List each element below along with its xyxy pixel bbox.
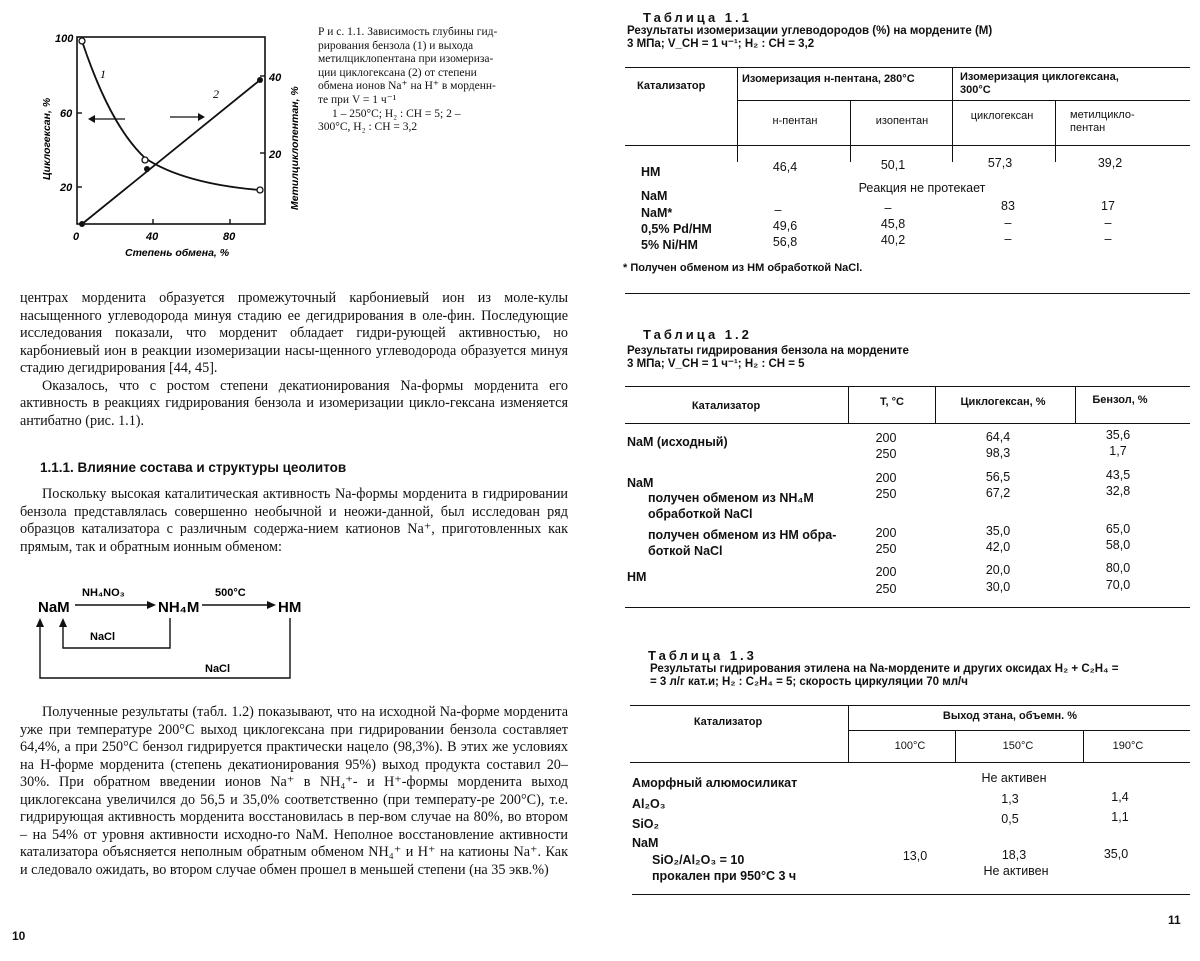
t2-benzene: 43,5 — [1105, 468, 1131, 482]
t2-cyclohexane: 98,3 — [985, 446, 1011, 460]
reaction-scheme — [30, 580, 320, 685]
t1-row-name: HM — [641, 165, 661, 179]
t2-cyclohexane: 56,5 — [985, 470, 1011, 484]
t2-cyclohexane: 35,0 — [985, 524, 1011, 538]
t1-footnote: * Получен обменом из HM обработкой NaCl. — [623, 262, 863, 274]
subtitle-line: 3 МПа; V_CH = 1 ч⁻¹; H₂ : CH = 5 — [627, 358, 805, 370]
t2-cyclohexane: 30,0 — [985, 580, 1011, 594]
subtitle-line: Результаты гидрирования бензола на мордените — [627, 345, 909, 357]
figure-caption — [318, 26, 568, 135]
t1-col: н-пентан — [772, 115, 818, 127]
t3-row-name: Al₂O₃ — [632, 797, 666, 811]
t2-row-name: HM — [627, 570, 647, 584]
t2-row-name: NaM — [627, 476, 654, 490]
t3-row-name: Аморфный алюмосиликат — [632, 776, 798, 790]
table-1-1-subtitle — [627, 25, 992, 51]
t1-cell: 46,4 — [772, 160, 798, 174]
y-left-tick: 100 — [55, 33, 74, 45]
scheme-back-1: NaCl — [90, 631, 116, 643]
paragraph-3 — [20, 486, 568, 556]
caption-line: 1 – 250°C; H₂ : CH = 5; 2 – — [332, 107, 461, 120]
t3-cell: 1,4 — [1111, 790, 1129, 804]
scheme-back-2: NaCl — [205, 663, 231, 675]
t1-cell: 40,2 — [880, 233, 906, 247]
curve-2 — [82, 80, 260, 224]
paragraph-text: Поскольку высокая каталитическая активность Na-формы морденита в гидрировании бензола представлялась совершенно необычной и неожи-данной, был исследован ряд образцов катализатора с различным содержа-нием катионов Na⁺, приготовленных как прямым, так и обратным ионным обменом: — [20, 486, 568, 555]
x-axis-label: Степень обмена, % — [125, 247, 230, 259]
t3-cell: 18,3 — [1001, 848, 1027, 862]
t1-col: циклогексан — [970, 110, 1034, 122]
table-1-1-title: Таблица 1.1 — [643, 10, 752, 25]
t1-header-group2: Изомеризация циклогексана, — [960, 71, 1119, 83]
t1-cell: – — [1104, 216, 1112, 230]
caption-line: рирования бензола (1) и выхода — [318, 39, 474, 52]
t2-row-name: обработкой NaCl — [648, 507, 753, 521]
t2-temp: 250 — [875, 542, 897, 556]
x-tick: 40 — [146, 231, 159, 243]
scheme-start: NaM — [38, 599, 70, 616]
caption-line: метилциклопентана при изомериза- — [318, 53, 494, 66]
t3-header-catalyst: Катализатор — [693, 716, 763, 728]
t1-no-reaction: Реакция не протекает — [858, 181, 986, 195]
paragraph-text: Оказалось, что с ростом степени декатионирования Na-формы морденита его активность в реакциях гидрирования бензола и изомеризации цикло-гексана изменяется антибатно (рис. 1.1). — [20, 377, 568, 429]
t1-row-name: NaM* — [641, 206, 673, 220]
t3-cell: 1,3 — [1001, 792, 1019, 806]
t2-cyclohexane: 42,0 — [985, 540, 1011, 554]
t1-cell: 39,2 — [1097, 156, 1123, 170]
t1-row-name: NaM — [641, 189, 668, 203]
t3-inactive: Не активен — [983, 864, 1049, 878]
t1-cell: – — [1004, 216, 1012, 230]
curve-label-1: 1 — [100, 67, 106, 81]
x-tick: 80 — [223, 231, 236, 243]
y-right-axis-label: Метилциклопентан, % — [289, 86, 301, 210]
t1-row-name: 5% Ni/HM — [641, 238, 698, 252]
t1-cell: 17 — [1101, 199, 1115, 213]
t2-temp: 200 — [875, 526, 897, 540]
t2-benzene: 65,0 — [1105, 522, 1131, 536]
caption-line: те при V = 1 ч⁻¹ — [318, 93, 397, 106]
y-right-tick: 40 — [269, 72, 282, 84]
scheme-middle: NH₄M — [158, 599, 200, 616]
t2-benzene: 1,7 — [1109, 444, 1127, 458]
y-left-tick: 60 — [60, 108, 73, 120]
table-1-3-subtitle — [650, 663, 1118, 689]
t2-row-name: боткой NaCl — [648, 544, 723, 558]
t3-row-name: прокален при 950°C 3 ч — [652, 869, 797, 883]
figure-frame — [77, 37, 265, 224]
t3-row-name: NaM — [632, 836, 659, 850]
t1-cell: – — [884, 201, 892, 215]
t1-cell: 57,3 — [987, 156, 1013, 170]
t1-header-group2-temp: 300°C — [960, 84, 991, 96]
t3-col: 100°C — [894, 740, 926, 752]
t3-col: 150°C — [1002, 740, 1034, 752]
paragraph-text: центрах морденита образуется промежуточный карбониевый ион из моле-кулы насыщенного углеводорода минуя стадию ее дегидрирования в оле-фин. Последующие исследования показали, что морденит обладает гидри-рующей активностью, но карбониевый ион в реакции изомеризации насы-щенного углеводорода образуется минуя стадию дегидрирования [44, 45]. — [20, 290, 568, 376]
subtitle-line: Результаты изомеризации углеводородов (%) на мордените (M) — [627, 25, 993, 37]
t2-cyclohexane: 20,0 — [985, 563, 1011, 577]
t2-row-name: NaM (исходный) — [627, 435, 728, 449]
caption-line: ции циклогексана (2) от степени — [318, 66, 477, 79]
subtitle-line: Результаты гидрирования этилена на Na-мордените и других оксидах H₂ + C₂H₄ = — [650, 663, 1119, 675]
t2-benzene: 32,8 — [1105, 484, 1131, 498]
t2-benzene: 80,0 — [1105, 561, 1131, 575]
t2-temp: 250 — [875, 582, 897, 596]
t2-benzene: 35,6 — [1105, 428, 1131, 442]
t2-cyclohexane: 67,2 — [985, 486, 1011, 500]
t1-cell: 56,8 — [772, 235, 798, 249]
t2-benzene: 70,0 — [1105, 578, 1131, 592]
t1-header-catalyst: Катализатор — [637, 80, 706, 92]
t3-cell: 0,5 — [1001, 812, 1019, 826]
t2-temp: 200 — [875, 565, 897, 579]
t1-cell: – — [1104, 232, 1112, 246]
t3-cell: 13,0 — [902, 849, 928, 863]
t2-temp: 200 — [875, 431, 897, 445]
t2-header: Бензол, % — [1092, 394, 1148, 406]
subtitle-line: = 3 л/г кат.и; H₂ : C₂H₄ = 5; скорость циркуляции 70 мл/ч — [650, 676, 968, 688]
t2-row-name: получен обменом из NH₄M — [648, 491, 814, 505]
t1-cell: 83 — [1001, 199, 1015, 213]
scheme-reagent-2: 500°C — [215, 587, 246, 599]
page-number-left: 10 — [12, 929, 26, 943]
caption-line: 300°C, H₂ : CH = 3,2 — [318, 121, 418, 134]
t1-cell: – — [1004, 232, 1012, 246]
t2-header: Катализатор — [691, 400, 761, 412]
t3-inactive: Не активен — [981, 771, 1047, 785]
paragraph-text: Полученные результаты (табл. 1.2) показывают, что на исходной Na-форме морденита уже при температуре 200°C выход циклогексана при гидрировании бензола составляет 64,4%, а при 250°C бензол гидрируется практически нацело (98,3%). В этих же условиях на H-форме морденита (степень декатионирования 95%) выход продукта составил 20–30%. При обратном введении ионов Na⁺ в NH₄⁺- и H⁺-формы морденита выход циклогексана увеличился до 56,5 и 35,0% соответственно (при температу-ре 200°C), т.е. гидрирующая активность морденита восстановилась в пер-вом случае на 80%, во втором – на 54% от уровня активности исходно-го NaM. Неполное восстановление активности катализатора объясняется неполным обратным обменом NH₄⁺ и H⁺ на катионы Na⁺. Как и следовало ожидать, во втором случае обмен прошел в меньшей степени (на 35 экв.%) — [20, 704, 568, 878]
t1-header-group1: Изомеризация н-пентана, 280°C — [742, 73, 915, 85]
t2-row-name: получен обменом из HM обра- — [648, 528, 837, 542]
subtitle-line: 3 МПа; V_CH = 1 ч⁻¹; H₂ : CH = 3,2 — [627, 38, 815, 50]
caption-line: обмена ионов Na⁺ на H⁺ в морденн- — [318, 80, 496, 93]
t2-temp: 250 — [875, 447, 897, 461]
t3-row-name: SiO₂/Al₂O₃ = 10 — [652, 853, 745, 867]
page-number-right: 11 — [1168, 913, 1181, 927]
t3-row-name: SiO₂ — [632, 817, 660, 831]
y-left-tick: 20 — [60, 182, 73, 194]
t2-benzene: 58,0 — [1105, 538, 1131, 552]
t3-cell: 35,0 — [1103, 847, 1129, 861]
figure-1-1 — [30, 20, 320, 270]
t2-cyclohexane: 64,4 — [985, 430, 1011, 444]
caption-line: Р и с. 1.1. Зависимость глубины гид- — [318, 26, 498, 38]
t2-temp: 200 — [875, 471, 897, 485]
t1-col: метилцикло- — [1070, 109, 1135, 121]
section-heading: 1.1.1. Влияние состава и структуры цеолитов — [40, 460, 347, 475]
t1-cell: 49,6 — [772, 219, 798, 233]
y-left-axis-label: Циклогексан, % — [41, 97, 53, 180]
curve-label-2: 2 — [213, 87, 219, 101]
t2-temp: 250 — [875, 487, 897, 501]
t1-cell: – — [774, 203, 782, 217]
table-1-3-title: Таблица 1.3 — [648, 648, 757, 663]
paragraph-1 — [20, 290, 568, 430]
t2-header: Циклогексан, % — [960, 396, 1046, 408]
x-tick: 0 — [73, 231, 80, 243]
t3-header-group: Выход этана, объемн. % — [942, 710, 1078, 722]
t1-cell: 50,1 — [880, 158, 906, 172]
table-1-2-title: Таблица 1.2 — [643, 327, 752, 342]
y-right-tick: 20 — [269, 149, 282, 161]
t2-header: T, °C — [880, 396, 904, 408]
t1-row-name: 0,5% Pd/HM — [641, 222, 712, 236]
t3-col: 190°C — [1112, 740, 1144, 752]
t3-cell: 1,1 — [1111, 810, 1129, 824]
scheme-reagent-1: NH₄NO₃ — [82, 587, 125, 599]
t1-cell: 45,8 — [880, 217, 906, 231]
curve-1 — [82, 41, 260, 190]
t1-col: пентан — [1070, 122, 1106, 134]
paragraph-4 — [20, 704, 568, 879]
scheme-end: HM — [278, 599, 302, 616]
t1-col: изопентан — [875, 115, 929, 127]
table-1-2-subtitle — [627, 345, 909, 371]
